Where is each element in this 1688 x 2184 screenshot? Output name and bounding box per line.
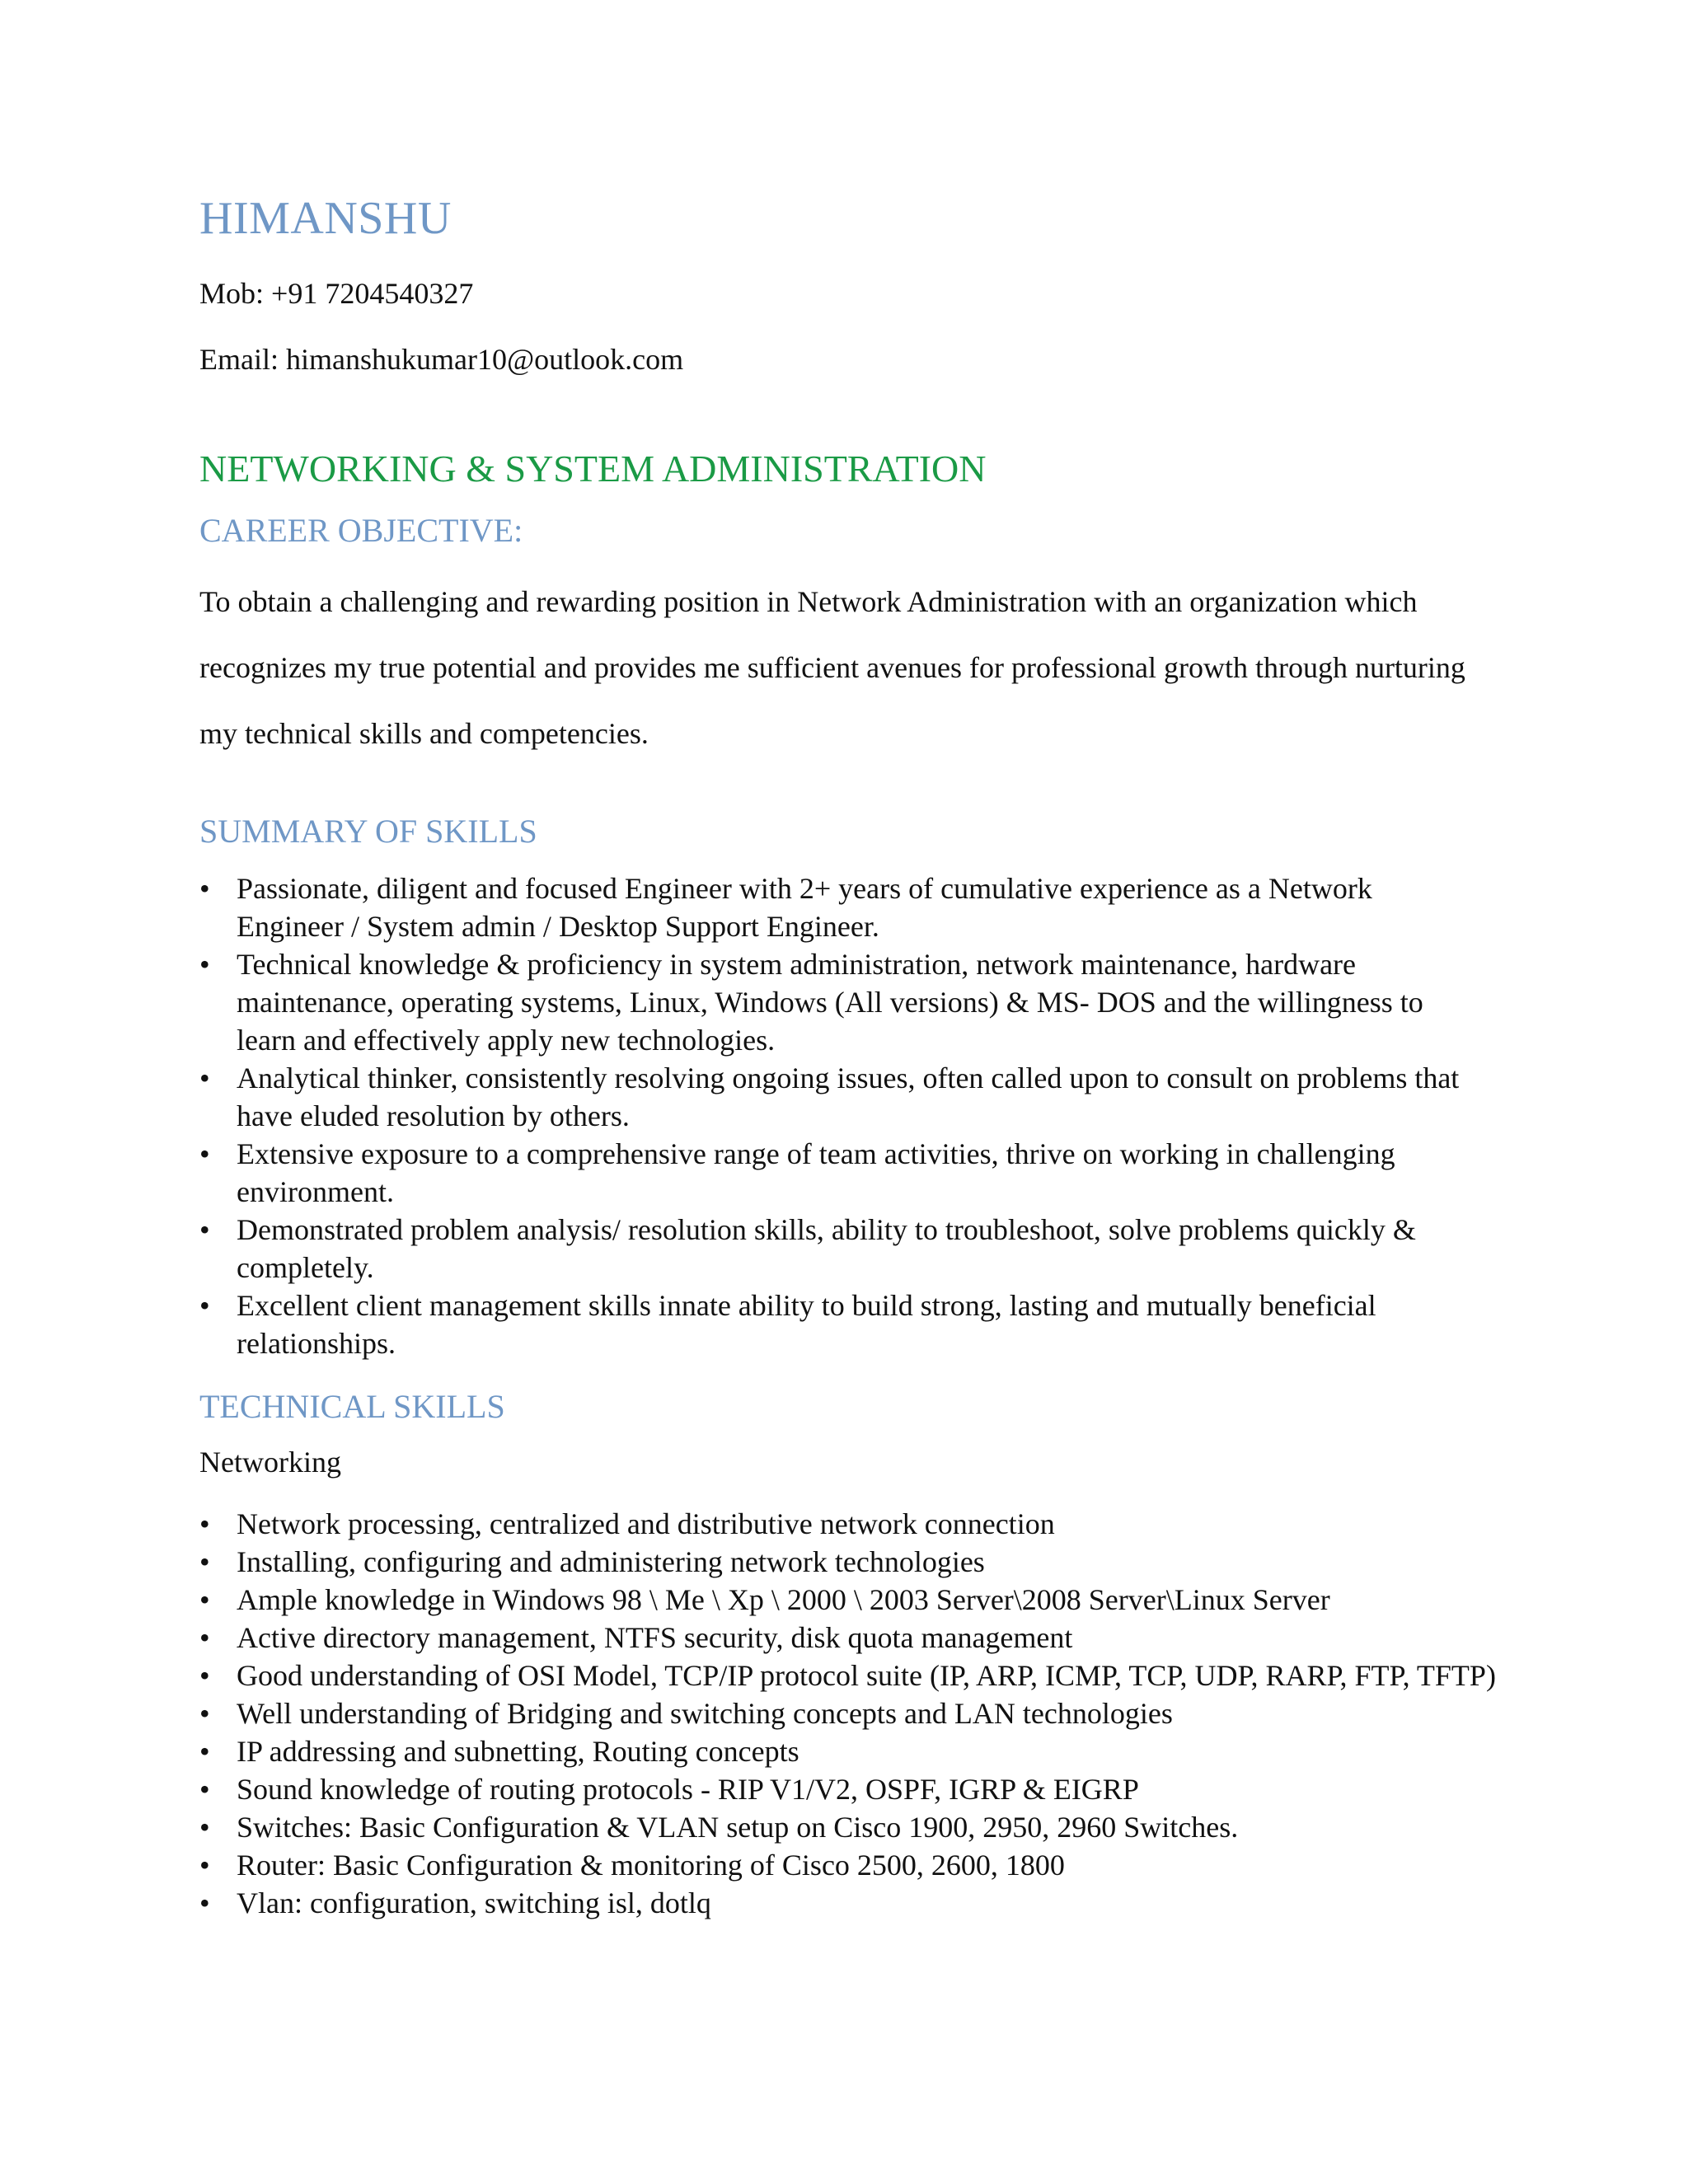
summary-item <box>199 1059 1485 1135</box>
career-objective-text: To obtain a challenging and rewarding position in Network Administration with an organization which recognizes my true potential and provides me sufficient avenues for professional growth through nurturing my technical skills and competencies. <box>199 584 1465 750</box>
technical-skill-item-text: Active directory management, NTFS security, disk quota management <box>237 1620 1073 1654</box>
technical-skill-item <box>199 1581 1502 1619</box>
technical-skill-item-text: Vlan: configuration, switching isl, dotlq <box>237 1886 711 1919</box>
technical-skill-item <box>199 1808 1502 1846</box>
bullet-icon: • <box>199 1212 210 1246</box>
email-address: Email: himanshukumar10@outlook.com <box>199 343 684 377</box>
resume-page <box>199 191 1502 1922</box>
technical-skill-item-text: Router: Basic Configuration & monitoring of Cisco 2500, 2600, 1800 <box>237 1848 1065 1882</box>
bullet-icon: • <box>199 947 210 981</box>
summary-item <box>199 945 1485 1059</box>
summary-list <box>199 869 1485 1362</box>
technical-skill-item <box>199 1694 1502 1732</box>
bullet-icon: • <box>199 1696 210 1730</box>
summary-item-text: Passionate, diligent and focused Engineer with 2+ years of cumulative experience as a Network Engineer / System admin / Desktop Support Engineer. <box>237 871 1372 943</box>
summary-item-text: Technical knowledge & proficiency in system administration, network maintenance, hardware maintenance, operating systems, Linux, Windows (All versions) & MS- DOS and the willingness to learn and effectively apply new technologies. <box>237 947 1423 1057</box>
summary-heading: SUMMARY OF SKILLS <box>199 812 537 850</box>
bullet-icon: • <box>199 1507 210 1540</box>
technical-skill-item-text: Installing, configuring and administering network technologies <box>237 1544 985 1578</box>
technical-skill-item-text: IP addressing and subnetting, Routing concepts <box>237 1734 799 1768</box>
candidate-name: HIMANSHU <box>199 193 452 244</box>
technical-skill-item-text: Sound knowledge of routing protocols - RIP V1/V2, OSPF, IGRP & EIGRP <box>237 1772 1139 1806</box>
bullet-icon: • <box>199 1137 210 1170</box>
technical-skill-item <box>199 1846 1502 1884</box>
bullet-icon: • <box>199 1620 210 1654</box>
networking-subheading: Networking <box>199 1445 341 1479</box>
summary-item <box>199 1135 1485 1211</box>
summary-item <box>199 1286 1485 1362</box>
technical-skill-item <box>199 1884 1502 1922</box>
summary-item-text: Analytical thinker, consistently resolving ongoing issues, often called upon to consult on problems that have eluded resolution by others. <box>237 1061 1460 1132</box>
bullet-icon: • <box>199 1772 210 1806</box>
bullet-icon: • <box>199 871 210 905</box>
technical-skills-heading: TECHNICAL SKILLS <box>199 1387 505 1425</box>
technical-skill-item-text: Well understanding of Bridging and switching concepts and LAN technologies <box>237 1696 1173 1730</box>
bullet-icon: • <box>199 1544 210 1578</box>
bullet-icon: • <box>199 1288 210 1322</box>
summary-item <box>199 1211 1485 1286</box>
role-title: NETWORKING & SYSTEM ADMINISTRATION <box>199 447 987 490</box>
technical-skill-item-text: Network processing, centralized and distributive network connection <box>237 1507 1055 1540</box>
technical-skill-item <box>199 1619 1502 1657</box>
technical-skill-item-text: Good understanding of OSI Model, TCP/IP protocol suite (IP, ARP, ICMP, TCP, UDP, RARP, FTP, TFTP) <box>237 1658 1496 1692</box>
bullet-icon: • <box>199 1658 210 1692</box>
technical-skill-item <box>199 1770 1502 1808</box>
bullet-icon: • <box>199 1061 210 1094</box>
technical-skills-list <box>199 1505 1502 1922</box>
summary-item-text: Extensive exposure to a comprehensive range of team activities, thrive on working in challenging environment. <box>237 1137 1395 1208</box>
technical-skill-item-text: Ample knowledge in Windows 98 \ Me \ Xp \ 2000 \ 2003 Server\2008 Server\Linux Server <box>237 1582 1330 1616</box>
technical-skill-item <box>199 1543 1502 1581</box>
summary-item-text: Demonstrated problem analysis/ resolution skills, ability to troubleshoot, solve problems quickly & completely. <box>237 1212 1416 1284</box>
technical-skill-item-text: Switches: Basic Configuration & VLAN setup on Cisco 1900, 2950, 2960 Switches. <box>237 1810 1239 1844</box>
summary-item-text: Excellent client management skills innate ability to build strong, lasting and mutually beneficial relationships. <box>237 1288 1376 1360</box>
technical-skill-item <box>199 1657 1502 1694</box>
bullet-icon: • <box>199 1810 210 1844</box>
summary-item <box>199 869 1485 945</box>
bullet-icon: • <box>199 1848 210 1882</box>
bullet-icon: • <box>199 1734 210 1768</box>
career-objective-heading: CAREER OBJECTIVE: <box>199 511 523 549</box>
technical-skill-item <box>199 1732 1502 1770</box>
bullet-icon: • <box>199 1582 210 1616</box>
technical-skill-item <box>199 1505 1502 1543</box>
mobile-number: Mob: +91 7204540327 <box>199 277 474 311</box>
bullet-icon: • <box>199 1886 210 1919</box>
